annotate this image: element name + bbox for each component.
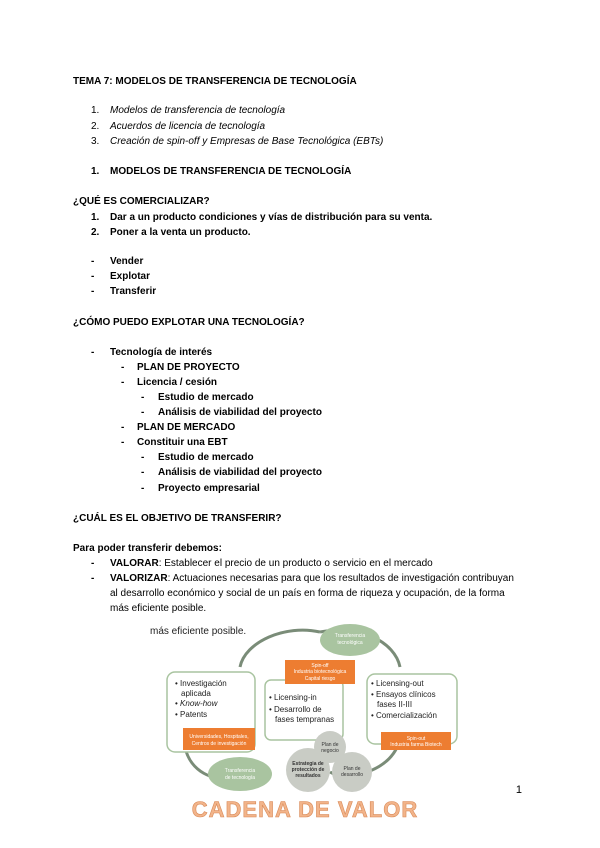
circle-text: desarrollo: [341, 772, 363, 778]
left-box-item: • Investigación: [175, 679, 227, 688]
bullet-dash: -: [141, 467, 145, 478]
list-item: PLAN DE MERCADO: [137, 422, 236, 433]
bullet-dash: -: [91, 573, 95, 584]
bullet-dash: -: [121, 377, 125, 388]
center-box-header-text: Capital riesgo: [304, 676, 336, 682]
bullet-dash: -: [91, 256, 95, 267]
list-item: PLAN DE PROYECTO: [137, 362, 240, 373]
bottom-left-circle: [208, 757, 272, 791]
question-heading: ¿CÓMO PUEDO EXPLOTAR UNA TECNOLOGÍA?: [73, 317, 305, 328]
circle-text: resultados: [295, 773, 321, 779]
toc-item: Creación de spin-off y Empresas de Base Tecnológica (EBTs): [110, 136, 384, 147]
bullet-dash: -: [121, 437, 125, 448]
center-box-item: • Licensing-in: [269, 693, 317, 702]
bullet-dash: -: [91, 271, 95, 282]
list-item: Poner a la venta un producto.: [110, 227, 251, 238]
definition-valorizar: : Actuaciones necesarias para que los resultados de investigación contribuyan: [167, 573, 514, 584]
toc-number: 3.: [91, 136, 100, 147]
section-heading: MODELOS DE TRANSFERENCIA DE TECNOLOGÍA: [110, 166, 352, 177]
bullet-dash: -: [91, 347, 95, 358]
list-item: Transferir: [110, 286, 157, 297]
bullet-dash: -: [141, 407, 145, 418]
list-item: Análisis de viabilidad del proyecto: [158, 467, 322, 478]
paragraph: [110, 557, 433, 570]
list-item: Estudio de mercado: [158, 392, 254, 403]
toc-number: 2.: [91, 121, 100, 132]
center-box-header-text: Industria biotecnológica: [293, 669, 347, 675]
list-item: Tecnología de interés: [110, 347, 213, 358]
diagram-title: CADENA DE VALOR: [191, 797, 419, 822]
list-item: Análisis de viabilidad del proyecto: [158, 407, 322, 418]
bullet-dash: -: [91, 558, 95, 569]
right-box-item: • Licensing-out: [371, 679, 424, 688]
diagram-caption: más eficiente posible.: [150, 626, 247, 637]
bullet-dash: -: [141, 392, 145, 403]
paragraph-line: al desarrollo económico y social de un país en forma de riqueza y ocupación, de la forma: [110, 588, 505, 599]
page-number: 1: [515, 784, 522, 796]
center-box-header-text: Spin-off: [311, 663, 329, 669]
term-valorar: VALORAR: [110, 558, 159, 569]
list-item: Licencia / cesión: [137, 377, 218, 388]
toc-number: 1.: [91, 105, 100, 116]
right-box-footer-text: Industria farma Biotech: [390, 742, 442, 748]
left-box-item: aplicada: [181, 689, 211, 698]
list-number: 1.: [91, 212, 100, 223]
bullet-dash: -: [91, 286, 95, 297]
definition-valorar: : Establecer el precio de un producto o servicio en el mercado: [158, 558, 433, 569]
toc-item: Acuerdos de licencia de tecnología: [110, 121, 266, 132]
circle-text: Estrategia de: [292, 761, 324, 767]
list-item: Constituir una EBT: [137, 437, 228, 448]
list-item: Estudio de mercado: [158, 452, 254, 463]
toc-item: Modelos de transferencia de tecnología: [110, 105, 286, 116]
center-box-item: • Desarrollo de: [269, 705, 322, 714]
left-box-footer-text: Universidades, Hospitales,: [189, 734, 249, 740]
circle-text: Plan de: [321, 742, 339, 748]
question-heading: ¿CUÁL ES EL OBJETIVO DE TRANSFERIR?: [73, 513, 282, 524]
top-circle-text: Transferencia: [334, 633, 366, 639]
left-box-footer-text: Centros de investigación: [191, 741, 247, 747]
question-heading: ¿QUÉ ES COMERCIALIZAR?: [73, 196, 210, 207]
paragraph: Para poder transferir debemos:: [73, 543, 222, 554]
bullet-dash: -: [121, 362, 125, 373]
list-item: Vender: [110, 256, 144, 267]
right-box-item: fases II-III: [377, 700, 413, 709]
paragraph-line: más eficiente posible.: [110, 603, 207, 614]
bottom-left-circle-text: de tecnología: [224, 775, 256, 781]
page-title: TEMA 7: MODELOS DE TRANSFERENCIA DE TECNOLOGÍA: [73, 76, 357, 87]
list-item: Dar a un producto condiciones y vías de distribución para su venta.: [110, 212, 433, 223]
circle-text: negocio: [321, 748, 339, 754]
section-number: 1.: [91, 166, 100, 177]
left-box-item: • Know-how: [175, 699, 218, 708]
circle-text: protección de: [291, 767, 325, 773]
bullet-dash: -: [141, 483, 145, 494]
bullet-dash: -: [141, 452, 145, 463]
top-circle-text: tecnológica: [337, 640, 363, 646]
right-box-footer-text: Spin-out: [406, 736, 426, 742]
right-box-item: • Ensayos clínicos: [371, 690, 436, 699]
left-box-item: • Patents: [175, 710, 208, 719]
center-box-item: fases tempranas: [275, 715, 335, 724]
value-chain-diagram: [145, 622, 465, 827]
list-item: Explotar: [110, 271, 151, 282]
bottom-left-circle-text: Transferencia: [224, 768, 256, 774]
bullet-dash: -: [121, 422, 125, 433]
list-item: Proyecto empresarial: [158, 483, 260, 494]
paragraph: [110, 572, 514, 585]
term-valorizar: VALORIZAR: [110, 573, 168, 584]
right-box-item: • Comercialización: [371, 711, 437, 720]
list-number: 2.: [91, 227, 100, 238]
circle-text: Plan de: [343, 766, 361, 772]
